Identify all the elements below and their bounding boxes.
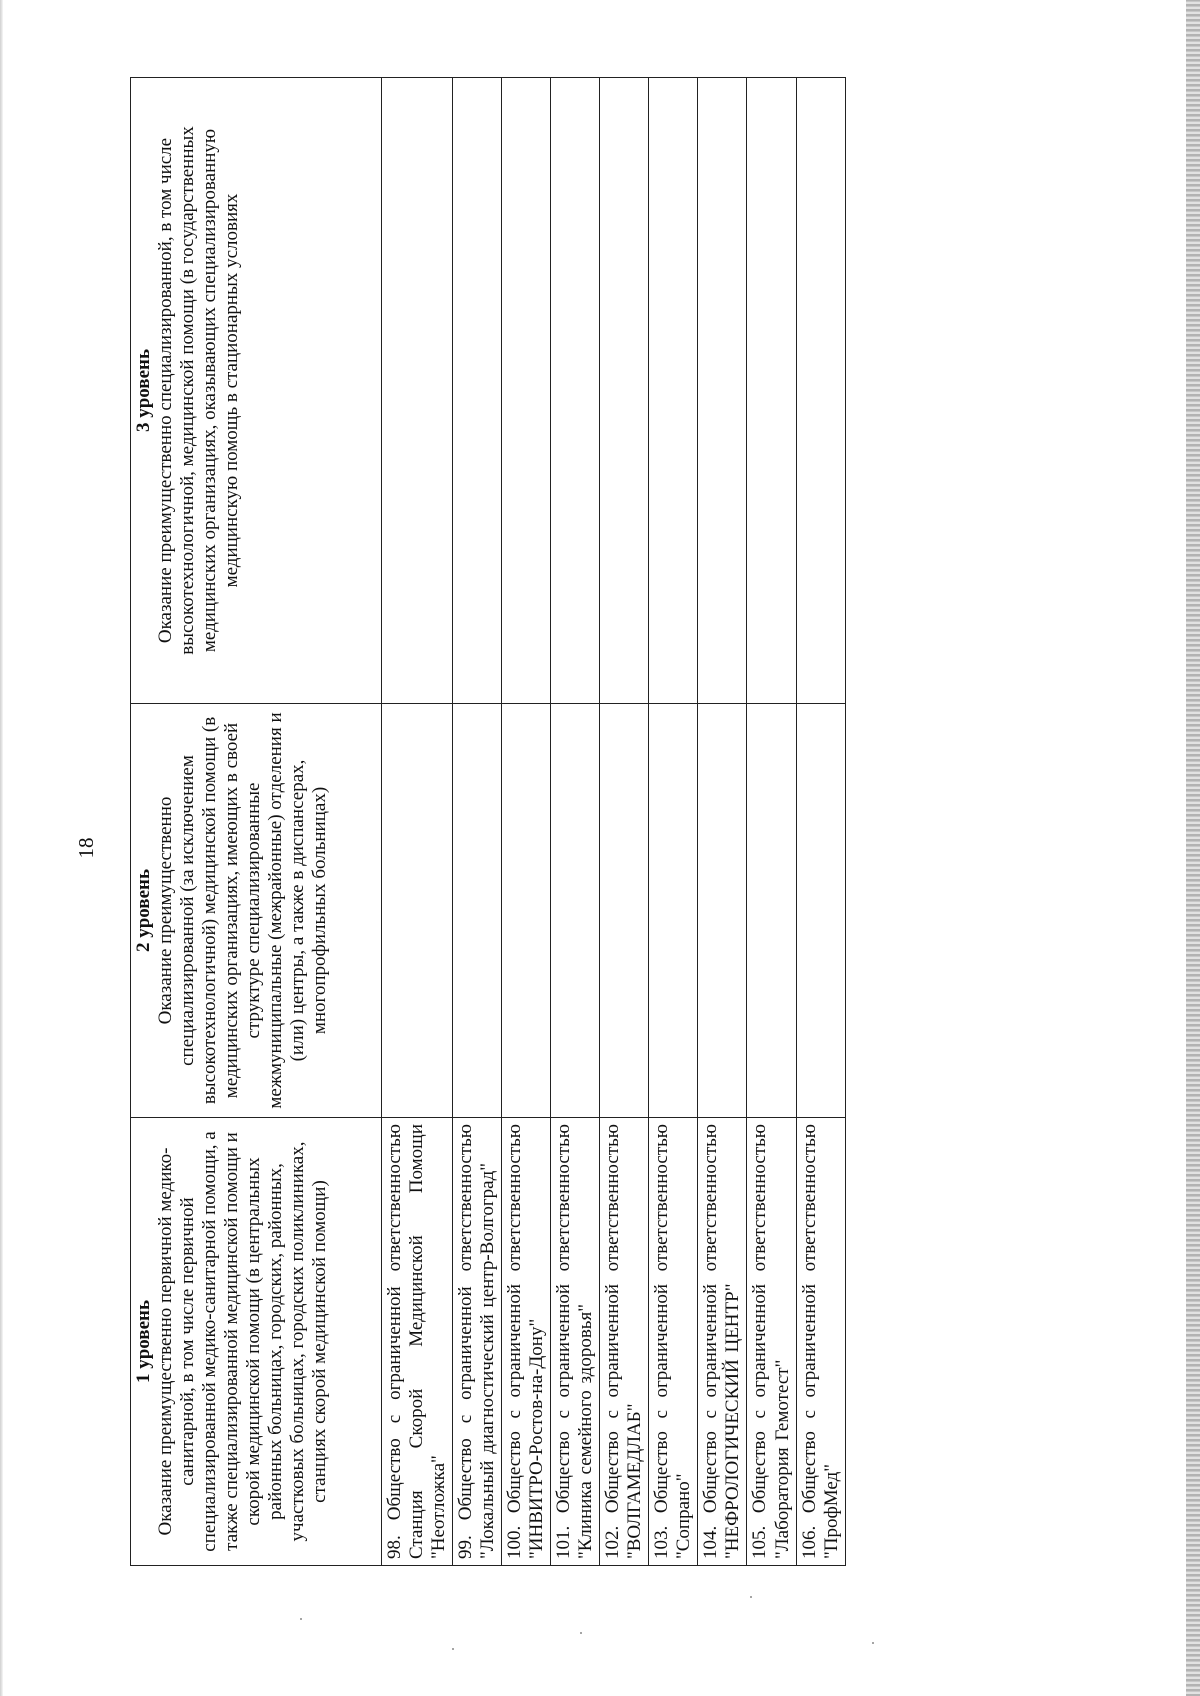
header-level-1-description: Оказание преимущественно первичной медико-санитарной, в том числе первичной специализированной медико-санитарной помощи, а также специализированной медицинской помощи и скорой медицинской помощи (в центральных районных больницах, городских, районных, участковых больницах, городских поликлиниках, станциях скорой медицинской помощи) — [155, 1131, 331, 1552]
scan-speck — [872, 1642, 874, 1644]
header-level-1-title: 1 уровень — [133, 1299, 154, 1384]
table-row — [600, 78, 649, 1566]
row-level3-cell — [698, 78, 747, 704]
row-level2-cell — [502, 704, 551, 1118]
row-level3-cell — [649, 78, 698, 704]
row-level2-cell — [649, 704, 698, 1118]
row-level3-cell — [747, 78, 796, 704]
row-level2-cell — [796, 704, 845, 1118]
header-level-3-title: 3 уровень — [133, 348, 154, 433]
table-row — [382, 78, 453, 1566]
row-level2-cell — [453, 704, 502, 1118]
table-row — [551, 78, 600, 1566]
table-row — [796, 78, 845, 1566]
row-level1-cell: 98. Общество с ограниченной ответственностью Станция Скорой Медицинской Помощи "Неотложка" — [382, 1118, 453, 1566]
row-level1-cell: 100. Общество с ограниченной ответственностью "ИНВИТРО-Ростов-на-Дону" — [502, 1118, 551, 1566]
row-level2-cell — [698, 704, 747, 1118]
row-level1-cell: 103. Общество с ограниченной ответственностью "Сопрано" — [649, 1118, 698, 1566]
row-level1-cell: 102. Общество с ограниченной ответственностью "ВОЛГАМЕДЛАБ" — [600, 1118, 649, 1566]
row-level3-cell — [382, 78, 453, 704]
row-level2-cell — [600, 704, 649, 1118]
row-level1-cell: 101. Общество с ограниченной ответственностью "Клиника семейного здоровья" — [551, 1118, 600, 1566]
page-number: 18 — [74, 837, 98, 859]
table-row — [698, 78, 747, 1566]
row-level3-cell — [502, 78, 551, 704]
scan-speck — [580, 1632, 582, 1634]
table-row — [453, 78, 502, 1566]
row-level1-cell: 104. Общество с ограниченной ответственностью "НЕФРОЛОГИЧЕСКИЙ ЦЕНТР" — [698, 1118, 747, 1566]
row-level3-cell — [600, 78, 649, 704]
row-level2-cell — [747, 704, 796, 1118]
table-header-row — [131, 78, 382, 1566]
row-level3-cell — [453, 78, 502, 704]
header-level-1 — [131, 1118, 382, 1566]
row-level1-cell: 105. Общество с ограниченной ответственностью "Лаборатория Гемотест" — [747, 1118, 796, 1566]
header-level-3 — [131, 78, 382, 704]
scan-speck — [300, 1618, 302, 1620]
row-level1-cell: 99. Общество с ограниченной ответственностью "Локальный диагностический центр-Волгоград" — [453, 1118, 502, 1566]
row-level2-cell — [382, 704, 453, 1118]
scan-speck — [452, 1648, 454, 1650]
scan-speck — [750, 1596, 752, 1598]
row-level2-cell — [551, 704, 600, 1118]
row-level3-cell — [796, 78, 845, 704]
header-level-2-title: 2 уровень — [133, 868, 154, 953]
table-row — [502, 78, 551, 1566]
header-level-2-description: Оказание преимущественно специализированной (за исключением высокотехнологичной) медицинской помощи (в медицинских организациях, имеющих в своей структуре специализированные межмуниципальные (межрайонные) отделения и (или) центры, а также в диспансерах, многопрофильных больницах) — [155, 712, 331, 1109]
table-row — [649, 78, 698, 1566]
levels-table — [130, 77, 846, 1566]
header-level-2 — [131, 704, 382, 1118]
table-row — [747, 78, 796, 1566]
row-level3-cell — [551, 78, 600, 704]
row-level1-cell: 106. Общество с ограниченной ответственностью "ПрофМед" — [796, 1118, 845, 1566]
header-level-3-description: Оказание преимущественно специализированной, в том числе высокотехнологичной, медицинской помощи (в государственных медицинских организациях, оказывающих специализированную медицинскую помощь в стационарных условиях — [155, 126, 243, 655]
